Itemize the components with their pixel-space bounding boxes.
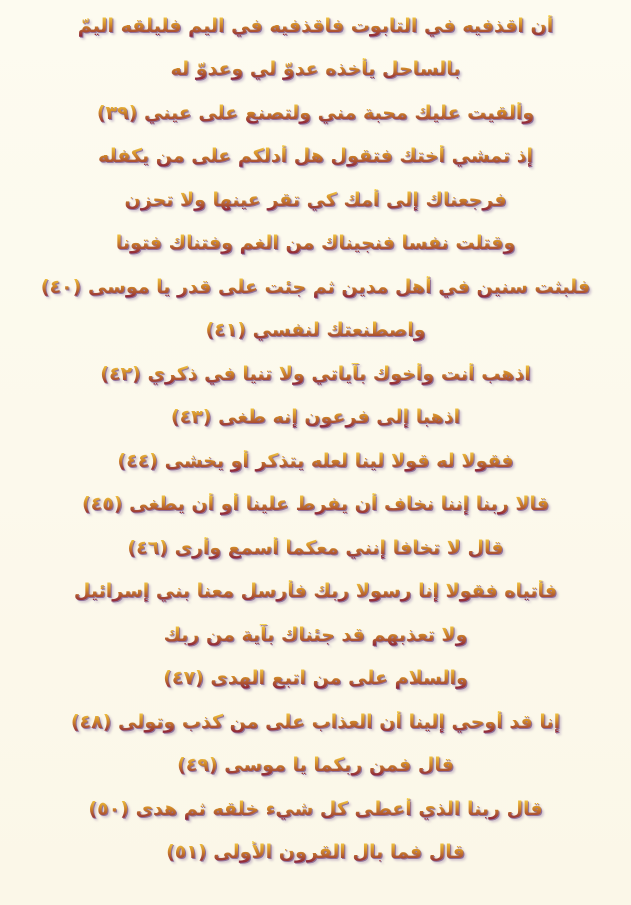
verse-line xyxy=(0,439,631,483)
verse-text: فأتياه فقولا إنا رسولا ربك فأرسل معنا بني إسرائيل xyxy=(73,580,558,603)
verse-line xyxy=(0,526,631,570)
verse-text: اذهبا إلى فرعون إنه طغى (٤٣) xyxy=(170,406,461,429)
verse-list xyxy=(0,4,631,874)
verse-line xyxy=(0,483,631,527)
verse-text: قال لا تخافا إنني معكما أسمع وأرى (٤٦) xyxy=(127,536,504,559)
verse-text: وقتلت نفسا فنجيناك من الغم وفتناك فتونا xyxy=(115,232,516,255)
verse-line xyxy=(0,657,631,701)
verse-text: بالساحل يأخذه عدوّ لي وعدوّ له xyxy=(170,58,461,81)
verse-text: والسلام على من اتبع الهدى (٤٧) xyxy=(163,667,468,690)
verse-text: اذهب أنت وأخوك بآياتي ولا تنيا في ذكري (٤٢) xyxy=(100,362,531,385)
verse-text: إنا قد أوحي إلينا أن العذاب على من كذب وتولى (٤٨) xyxy=(70,710,561,733)
verse-text: قال فما بال القرون الأولى (٥١) xyxy=(166,841,465,864)
verse-line xyxy=(0,222,631,266)
verse-line xyxy=(0,91,631,135)
verse-text: إذ تمشي أختك فتقول هل أدلكم على من يكفله xyxy=(98,145,533,168)
verse-text: قال ربنا الذي أعطى كل شيء خلقه ثم هدى (٥٠) xyxy=(88,797,543,820)
verse-line xyxy=(0,744,631,788)
verse-text: ولا تعذبهم قد جئناك بآية من ربك xyxy=(163,623,468,646)
verse-line xyxy=(0,700,631,744)
verse-text: قالا ربنا إننا نخاف أن يفرط علينا أو أن يطغى (٤٥) xyxy=(81,493,550,516)
verse-line xyxy=(0,787,631,831)
verse-line xyxy=(0,48,631,92)
verse-line xyxy=(0,265,631,309)
verse-line xyxy=(0,4,631,48)
verse-text: أن اقذفيه في التابوت فاقذفيه في اليم فليلقه اليمّ xyxy=(77,14,554,37)
verse-line xyxy=(0,309,631,353)
verse-line xyxy=(0,613,631,657)
verse-text: وألقيت عليك محبة مني ولتصنع على عيني (٣٩) xyxy=(96,101,535,124)
verse-line xyxy=(0,570,631,614)
verse-line xyxy=(0,831,631,875)
verse-line xyxy=(0,178,631,222)
verse-line xyxy=(0,135,631,179)
verse-line xyxy=(0,352,631,396)
verse-text: فرجعناك إلى أمك كي تقر عينها ولا تحزن xyxy=(124,188,507,211)
verse-text: فقولا له قولا لينا لعله يتذكر أو يخشى (٤٤) xyxy=(117,449,514,472)
verse-text: قال فمن ربكما يا موسى (٤٩) xyxy=(177,754,454,777)
verse-text: واصطنعتك لنفسي (٤١) xyxy=(205,319,426,342)
verse-text: فلبثت سنين في أهل مدين ثم جئت على قدر يا موسى (٤٠) xyxy=(40,275,591,298)
verse-line xyxy=(0,396,631,440)
